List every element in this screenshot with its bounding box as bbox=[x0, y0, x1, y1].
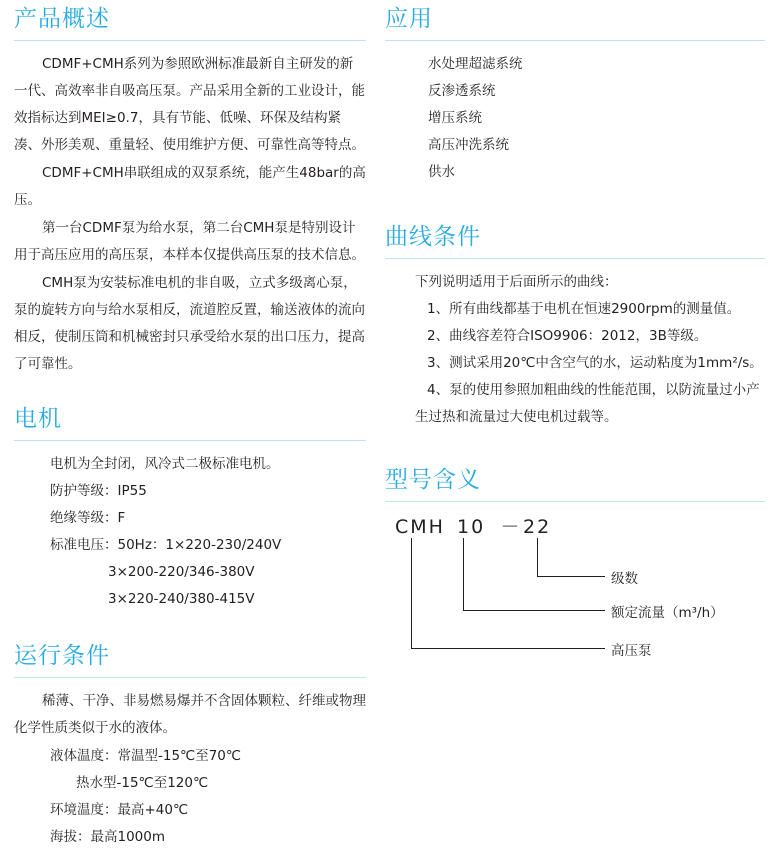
divider bbox=[385, 40, 765, 41]
operating-intro: 稀薄、干净、非易燃易爆并不含固体颗粒、纤维或物理化学性质类似于水的液体。 bbox=[14, 693, 366, 736]
model-meaning-title: 型号含义 bbox=[385, 467, 481, 493]
divider bbox=[385, 258, 765, 259]
operating-conditions-title: 运行条件 bbox=[14, 643, 110, 669]
divider bbox=[385, 501, 765, 502]
list-item: 3、测试采用20℃中含空气的水，运动粘度为1mm²/s。 bbox=[427, 355, 763, 371]
product-overview-paragraph-1: CDMF+CMH系列为参照欧洲标准最新自主研发的新一代、高效率非自吸高压泵。产品采用全新的工业设计，能效指标达到MEI≥0.7，具有节能、低噪、环保及结构紧凑、外形美观、重量轻、使用维护方便、可靠性高等特点。 bbox=[14, 56, 365, 153]
section-operating-conditions bbox=[14, 637, 366, 851]
applications-list bbox=[385, 51, 765, 186]
model-code-flow: 10 bbox=[457, 516, 486, 538]
model-code-dash: － bbox=[500, 516, 522, 538]
divider bbox=[14, 677, 366, 678]
divider bbox=[14, 440, 366, 441]
product-overview-paragraph-3: 第一台CDMF泵为给水泵，第二台CMH泵是特别设计用于高压应用的高压泵，本样本仅提供高压泵的技术信息。 bbox=[14, 220, 365, 263]
leader-line-stages-vertical bbox=[537, 538, 538, 576]
list-item: 水处理超滤系统 bbox=[428, 56, 523, 72]
list-item: 4、泵的使用参照加粗曲线的性能范围，以防流量过小产生过热和流量过大使电机过载等。 bbox=[415, 382, 760, 425]
product-overview-title: 产品概述 bbox=[14, 6, 110, 32]
motor-intro: 电机为全封闭，风冷式二极标准电机。 bbox=[50, 456, 280, 472]
model-code-stages: 22 bbox=[523, 516, 552, 538]
divider bbox=[14, 40, 366, 41]
list-item: 2、曲线容差符合ISO9906：2012，3B等级。 bbox=[427, 328, 708, 344]
section-applications bbox=[385, 0, 765, 186]
curve-conditions-list bbox=[385, 296, 765, 431]
list-item: 反渗透系统 bbox=[428, 83, 496, 99]
leader-line-series-horizontal bbox=[411, 648, 605, 649]
liquid-temperature-hot: 热水型-15℃至120℃ bbox=[76, 775, 209, 791]
list-item: 高压冲洗系统 bbox=[428, 137, 509, 153]
model-label-series: 高压泵 bbox=[611, 643, 652, 659]
list-item: 供水 bbox=[428, 164, 455, 180]
leader-line-series-vertical bbox=[411, 538, 412, 648]
leader-line-stages-horizontal bbox=[537, 576, 605, 577]
section-curve-conditions bbox=[385, 218, 765, 431]
motor-insulation-class: 绝缘等级：F bbox=[50, 510, 126, 526]
list-item: 增压系统 bbox=[428, 110, 482, 126]
product-overview-paragraph-2: CDMF+CMH串联组成的双泵系统，能产生48bar的高压。 bbox=[14, 165, 366, 208]
section-product-overview bbox=[14, 0, 366, 378]
left-column bbox=[14, 0, 366, 853]
model-code-series: CMH bbox=[395, 516, 445, 538]
liquid-temperature: 液体温度：常温型-15℃至70℃ bbox=[50, 748, 242, 764]
motor-standard-voltage: 标准电压：50Hz：1×220-230/240V bbox=[50, 537, 282, 553]
list-item: 1、所有曲线都基于电机在恒速2900rpm的测量值。 bbox=[427, 301, 741, 317]
curve-conditions-lead: 下列说明适用于后面所示的曲线： bbox=[415, 274, 618, 290]
model-code-diagram bbox=[385, 512, 765, 687]
ambient-temperature: 环境温度：最高+40℃ bbox=[50, 802, 189, 818]
motor-voltage-option-2: 3×220-240/380-415V bbox=[108, 591, 255, 607]
section-motor bbox=[14, 400, 366, 613]
motor-title: 电机 bbox=[14, 406, 62, 432]
applications-title: 应用 bbox=[385, 6, 433, 32]
section-model-meaning bbox=[385, 461, 765, 687]
altitude: 海拔：最高1000m bbox=[50, 829, 166, 845]
leader-line-flow-vertical bbox=[463, 538, 464, 610]
right-column bbox=[385, 0, 765, 689]
motor-voltage-option-1: 3×200-220/346-380V bbox=[108, 564, 255, 580]
curve-conditions-title: 曲线条件 bbox=[385, 224, 481, 250]
model-code bbox=[395, 512, 563, 539]
model-label-flow: 额定流量（m³/h） bbox=[611, 605, 724, 621]
motor-protection-class: 防护等级：IP55 bbox=[50, 483, 147, 499]
model-label-stages: 级数 bbox=[611, 571, 638, 587]
product-overview-paragraph-4: CMH泵为安装标准电机的非自吸，立式多级离心泵，泵的旋转方向与给水泵相反，流道腔反置，输送液体的流向相反，使制压筒和机械密封只承受给水泵的出口压力，提高了可靠性。 bbox=[14, 275, 365, 372]
leader-line-flow-horizontal bbox=[463, 610, 605, 611]
